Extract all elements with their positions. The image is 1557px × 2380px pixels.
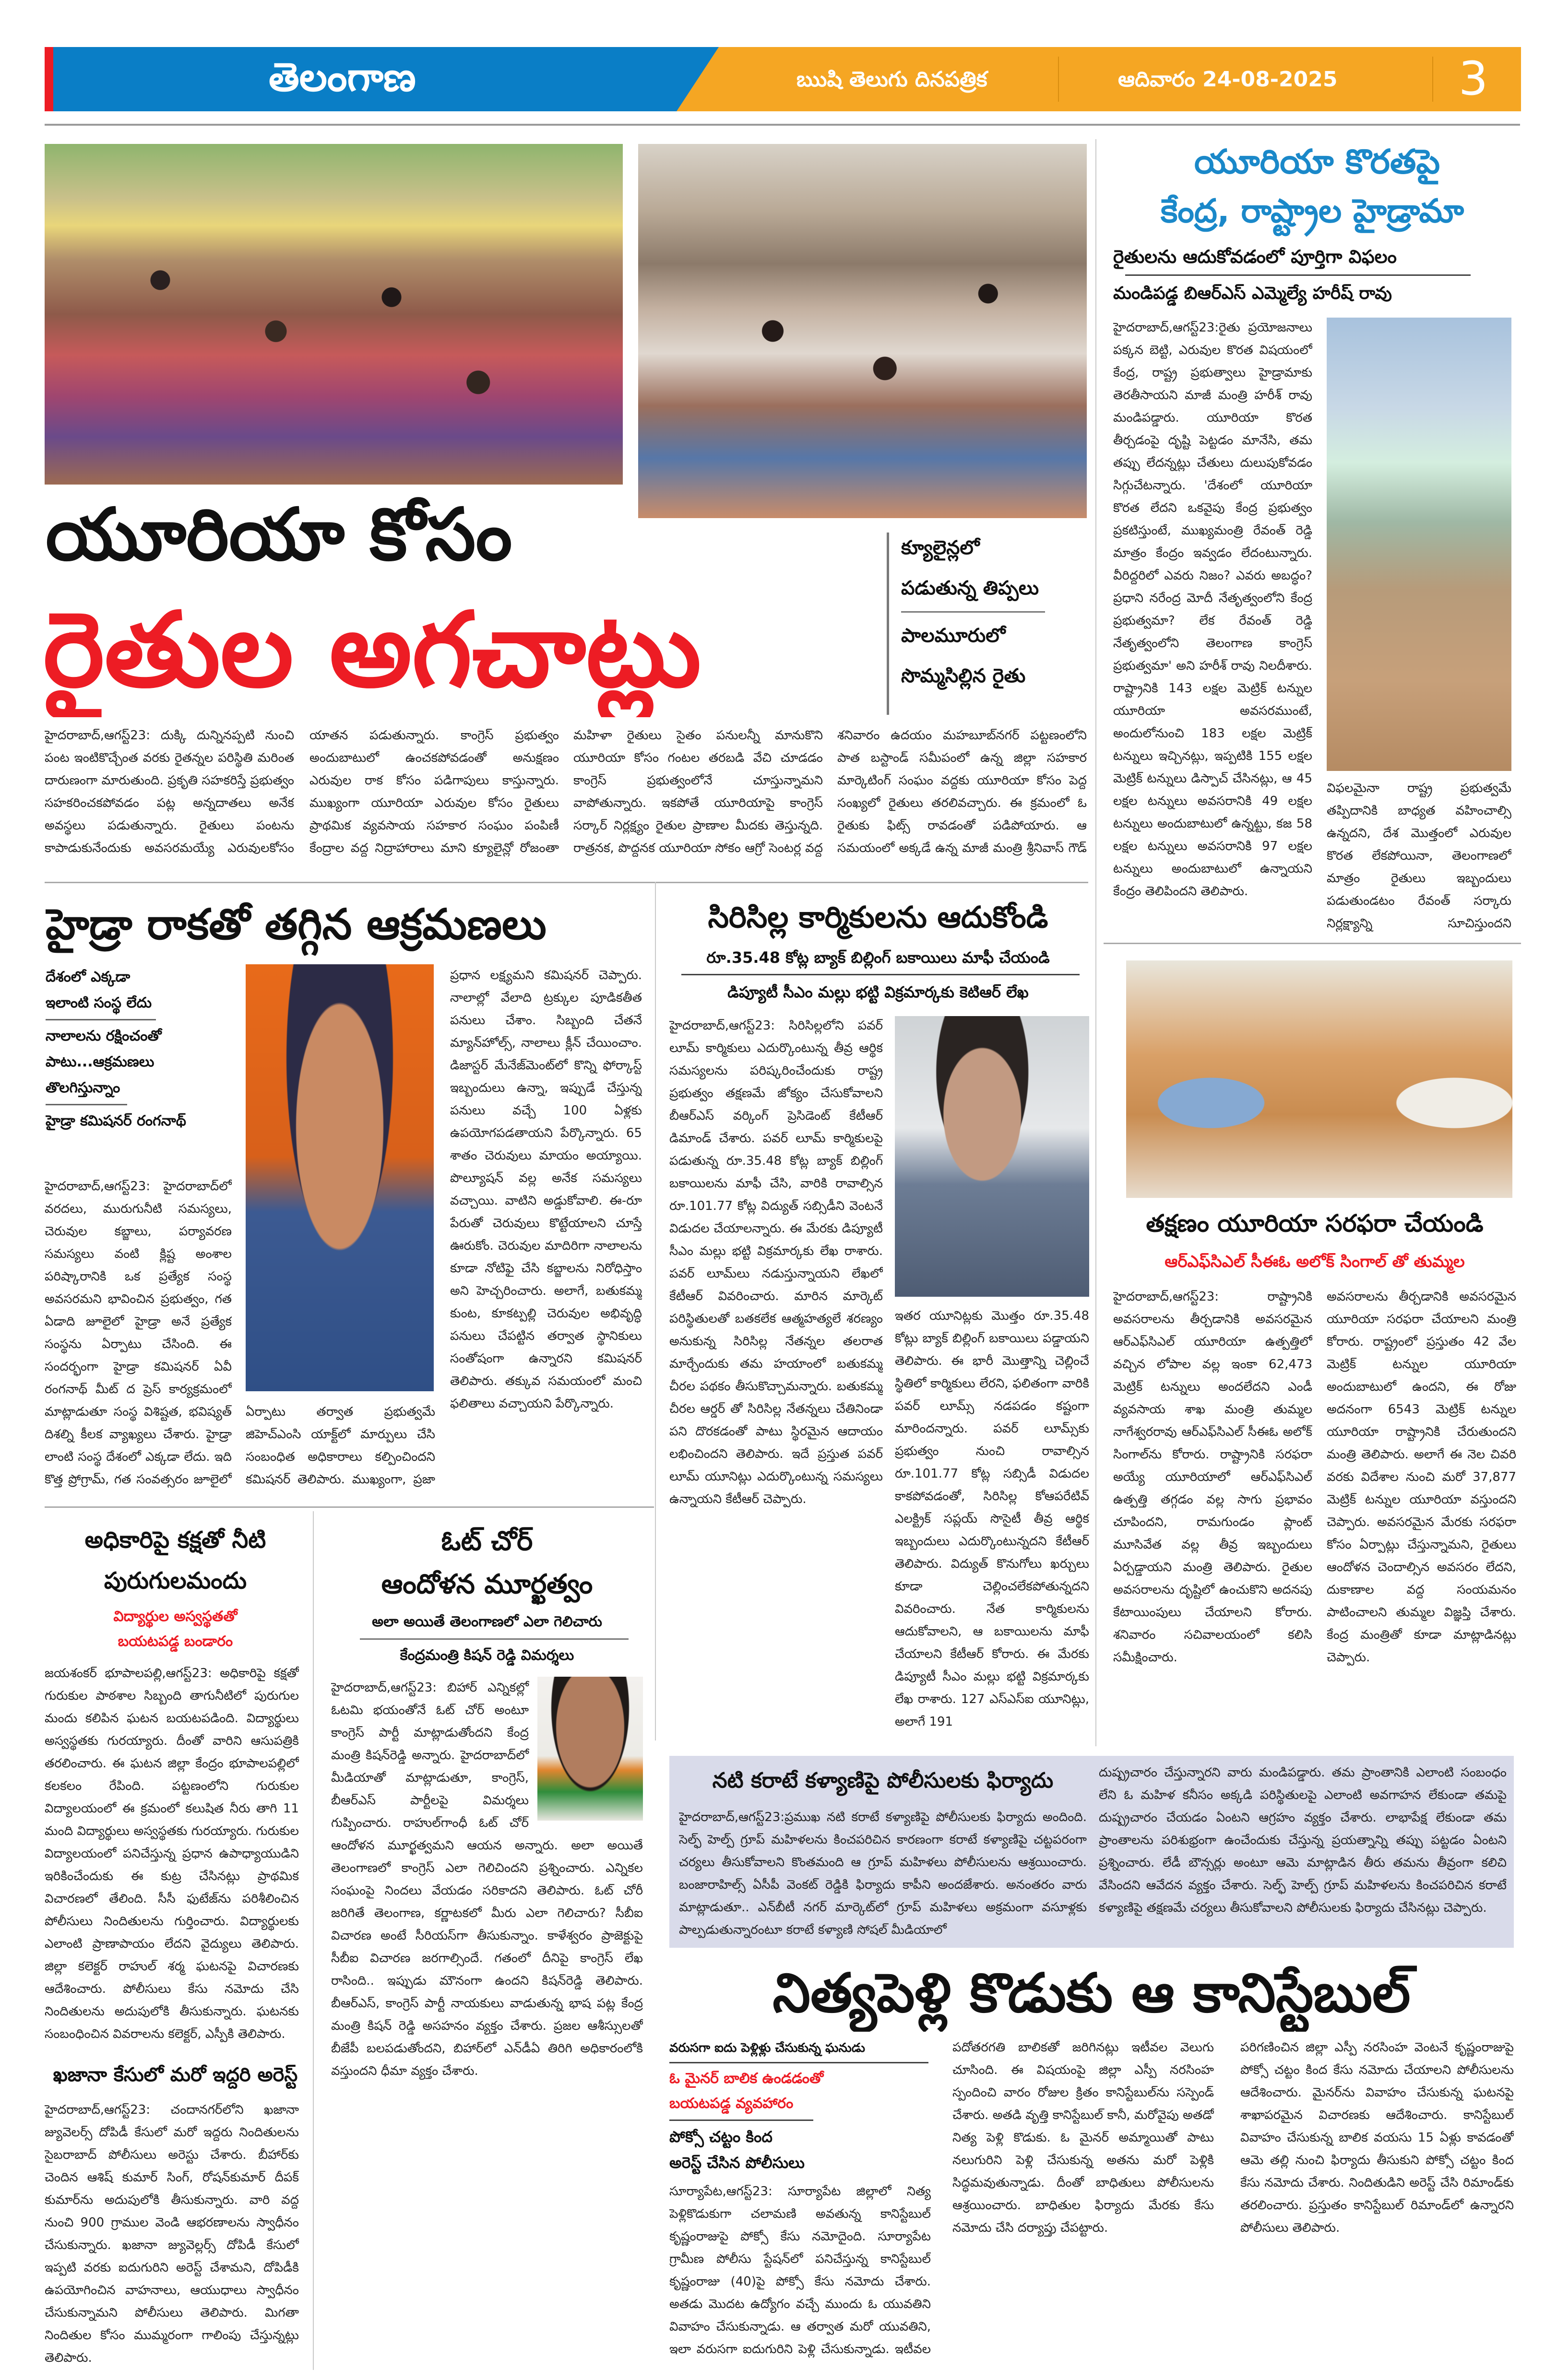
harish-subheadline-2: మండిపడ్డ బిఆర్ఎస్ ఎమ్మెల్యే హరీష్ రావు [1113, 284, 1392, 303]
sircilla-sub-divider [681, 974, 1080, 975]
kishan-reddy-portrait [537, 1677, 643, 1821]
teacher-red-sub-1: విద్యార్థుల అస్వస్థతతో [113, 1608, 238, 1625]
vote-chor-subheadline-2: కేంద్రమంత్రి కిషన్ రెడ్డి విమర్శలు [400, 1647, 574, 1664]
tummala-subheadline: ఆర్ఎఫ్‌సిఎల్ సీఈఓ అలోక్ సింగాల్ తో తుమ్మల [1165, 1252, 1465, 1271]
harish-sub-divider [1125, 274, 1471, 276]
masthead-divider [1432, 57, 1433, 102]
karate-body-col1: హైదరాబాద్,ఆగస్ట్23:ప్రముఖ నటి కరాటే కళ్యాణిపై పోలీసులకు ఫిర్యాదు అందింది. సెల్ఫ్ హెల్ప్ గ్రూప్ మహిళలను కించపరిచిన కారణంగా కరాటే కళ్యాణిపై చట్టపరంగా చర్యలు తీసుకోవాలని కొంతమంది ఆ గ్రూప్ మహిళలు పోలీసులను ఆశ్రయించారు. బంజారాహిల్స్ ఏసీపీ వెంకట్ రెడ్డికి ఫిర్యాదు కాపీని అందజేశారు. అనంతరం వారు మాట్లాడుతూ.. ఎన్‌బీటీ నగర్ మార్కెట్‌లో గ్రూప్ మహిళలు అక్రమంగా వసూళ్లకు పాల్పడుతున్నారంటూ కరాటే కళ్యాణి సోషల్ మీడియాలో [679, 1810, 1087, 1937]
constable-body-col1: సూర్యాపేట,ఆగస్ట్23: సూర్యాపేట జిల్లాలో నిత్య పెళ్లికొడుకుగా చలామణి అవతున్న కానిస్టేబుల్ కృష్ణంరాజుపై పోక్సో కేసు నమోదైంది. సూర్యాపేట గ్రామీణ పోలీసు స్టేషన్‌లో పనిచేస్తున్న కానిస్టేబుల్ కృష్ణంరాజు (40)పై పోక్సో కేసు నమోదు చేశారు. అతడు మొదట ఉద్యోగం వచ్చే ముందు ఓ యువతిని వివాహం చేసుకున్నాడు. ఆ తర్వాత మరో యువతిని, ఇలా వరుసగా ఐదుగురిని పెళ్లి చేసుకున్నాడు. ఇటీవల [669, 2184, 931, 2356]
constable-headline: నిత్యపెళ్లి కొడుకు ఆ కానిస్టేబుల్ [773, 1962, 1411, 2025]
column-divider [655, 882, 656, 1741]
section-divider [45, 1506, 654, 1508]
khajana-headline: ఖజానా కేసులో మరో ఇద్దరి అరెస్ట్ [53, 2064, 298, 2086]
constable-body-col2: పదోతరగతి బాలికతో జరిగినట్లు ఇటీవల వెలుగు చూసింది. ఈ విషయంపై జిల్లా ఎస్పీ నరసింహ స్పందించి వారం రోజుల క్రితం కానిస్టేబుల్‌ను సస్పెండ్ చేశారు. అతడి వృత్తి కానిస్టేబుల్ కానీ, మరోవైపు అతడో నిత్య పెళ్లి కొడుకు. ఓ మైనర్ అమ్మాయితో పాటు నలుగురిని పెళ్లి చేసుకున్న అతను మరో పెళ్లికి సిద్ధమవుతున్నాడు. దీంతో బాధితులు పోలీసులను ఆశ్రయించారు. బాధితుల ఫిర్యాదు మేరకు కేసు నమోదు చేసి దర్యాప్తు చేపట్టారు. [952, 2040, 1214, 2235]
constable-sub-divider [669, 2062, 928, 2063]
column-divider [313, 1511, 314, 2370]
masthead-red-edge [45, 47, 53, 111]
hydra-sub-line: నాలాలను రక్షించంతో [46, 1028, 162, 1044]
vote-chor-body-text: హైదరాబాద్,ఆగస్ట్23: బిహార్ ఎన్నికల్లో ఓటమి భయంతోనే ఓట్ చోర్ అంటూ కాంగ్రెస్ పార్టీ మాట్లాడుతోందని కేంద్ర మంత్రి కిషన్‌రెడ్డి అన్నారు. హైదరాబాద్‌లో మీడియాతో మాట్లాడుతూ, కాంగ్రెస్, బీఆర్ఎస్ పార్టీలపై విమర్శలు గుప్పించారు. రాహుల్‌గాంధీ ఓట్ చోర్ ఆందోళన మూర్ఖత్వమని ఆయన అన్నారు. అలా అయితే తెలంగాణలో కాంగ్రెస్ ఎలా గెలిచిందని ప్రశ్నించారు. ఎన్నికల సంఘంపై నిందలు వేయడం సరికాదని తెలిపారు. ఓట్ చోరీ జరిగితే తెలంగాణ, కర్ణాటకలో మీరు ఎలా గెలిచారు? సీబీఐ విచారణ అంటే సీరియస్‌గా తీసుకున్నాం. కాళేశ్వరం ప్రాజెక్టుపై సీబీఐ విచారణ జరగాల్సిందే. గతంలో దీనిపై కాంగ్రెస్ లేఖ రాసింది.. ఇప్పుడు మౌనంగా ఉందని కిషన్‌రెడ్డి తెలిపారు. బీఆర్ఎస్, కాంగ్రెస్ పార్టీ నాయకులు వాడుతున్న భాష పట్ల కేంద్ర మంత్రి కిషన్ రెడ్డి అసహనం వ్యక్తం చేశారు. ప్రజల ఆశీస్సులతో బీజేపీ బలపడుతోందని, బిహార్‌లో ఎన్‌డీఏ తిరిగి అధికారంలోకి వస్తుందని ధీమా వ్యక్తం చేశారు. [331, 1681, 643, 2078]
hydra-sub-line: హైడ్రా కమిషనర్ రంగనాథ్ [46, 1113, 186, 1129]
hydra-sub-line: దేశంలో ఎక్కడా [46, 969, 131, 985]
harish-headline-line2: కేంద్ర, రాష్ట్రాల హైడ్రామా [1160, 192, 1464, 230]
vote-chor-sub-divider [360, 1638, 629, 1640]
teacher-red-sub-2: బయటపడ్డ బండారం [118, 1633, 233, 1650]
hydra-sub-divider [46, 1104, 127, 1105]
page-number: 3 [1459, 52, 1488, 106]
lead-photo-crowd-left [45, 144, 623, 485]
karate-headline: నటి కరాటే కళ్యాణిపై పోలీసులకు ఫిర్యాదు [712, 1768, 1054, 1793]
lead-body-col4: శనివారం ఉదయం మహబూబ్‌నగర్ పట్టణంలోని పాత బస్టాండ్ సమీపంలో ఉన్న జిల్లా సహకార మార్కెటింగ్ సంఘం వద్దకు యూరియా కోసం పెద్ద సంఖ్యలో రైతులు తరలివచ్చారు. ఈ క్రమంలో ఓ రైతుకు ఫిట్స్ రావడంతో పడిపోయారు. ఆ సమయంలో అక్కడే ఉన్న మాజీ మంత్రి శ్రీనివాస్ గౌడ్ [837, 728, 1087, 855]
section-divider [45, 882, 1088, 883]
karate-body-col2: దుష్ప్రచారం చేస్తున్నారని వారు మండిపడ్డారు. తమ ప్రాంతానికి ఎలాంటి సంబంధం లేని ఓ మహిళ కనీసం అక్కడి పరిస్థితులపై ఎలాంటి అవగాహన లేకుండా తమపై దుష్ప్రచారం చేయడం ఏంటని ఆగ్రహం వ్యక్తం చేశారు. లాభాపేక్ష లేకుండా తమ ప్రాంతాలను పరిశుభ్రంగా ఉంచేందుకు చేస్తున్న ప్రయత్నాన్ని తప్పు పట్టడం ఏంటని ప్రశ్నించారు. లేడీ బౌన్సర్లు అంటూ ఆమె మాట్లాడిన తీరు తమను తీవ్రంగా కలిచి వేసిందని ఆవేదన వ్యక్తం చేశారు. సెల్ఫ్ హెల్ప్ గ్రూప్ మహిళలను కించపరిచిన కరాటే కళ్యాణిపై తక్షణమే చర్యలు తీసుకోవాలని పోలీసులకు ఫిర్యాదు చేసినట్లు చెప్పారు. [1099, 1765, 1507, 1915]
section-divider [1104, 943, 1521, 944]
tummala-meeting-photo [1126, 960, 1512, 1198]
issue-date: ఆదివారం 24-08-2025 [1118, 67, 1338, 92]
lead-body-col3: మహిళా రైతులు సైతం పనులన్నీ మానుకొని యూరియా కోసం గంటల తరబడి వేచి చూడడం కాంగ్రెస్ ప్రభుత్వంలోనే చూస్తున్నామని వాపోతున్నారు. ఇకపోతే యూరియాపై కాంగ్రెస్ సర్కార్ నిర్లక్ష్యం రైతుల ప్రాణాల మీదకు తెస్తున్నది. రాత్రనక, పొద్దనక యూరియా సోకం ఆగ్రో సెంటర్ల వద్ద [573, 728, 823, 855]
constable-sub-divider [669, 2120, 813, 2121]
constable-red-sub-1: ఓ మైనర్ బాలిక ఉండడంతో [669, 2070, 824, 2087]
lead-photo-crowd-right [638, 144, 1087, 518]
harish-photo-queue [1327, 318, 1511, 771]
hydra-body-col1: హైదరాబాద్,ఆగస్ట్23: హైదరాబాద్‌లో వరదలు, మురుగునీటి సమస్యలు, చెరువుల కబ్జాలు, పర్యావరణ సమస్యలు వంటి క్లిష్ట అంశాల పరిష్కారానికి ఒక ప్రత్యేక సంస్థ అవసరమని భావించిన ప్రభుత్వం, గత ఏడాది జూలైలో హైడ్రా అనే ప్రత్యేక సంస్థను ఏర్పాటు చేసింది. ఈ సందర్భంగా హైడ్రా కమిషనర్ ఏవీ రంగనాథ్ మీట్ ద ప్రెస్ కార్యక్రమంలో మాట్లాడుతూ సంస్థ విశిష్టత, భవిష్యత్ దిశల్ని కీలక వ్యాఖ్యలు చేశారు. హైడ్రా లాంటి సంస్థ దేశంలో ఎక్కడా లేదు. ఇది కొత్త ప్రోగ్రామ్, గత సంవత్సరం జూలైలో [45, 1179, 232, 1487]
masthead-divider [1058, 57, 1059, 102]
sircilla-body-col1: హైదరాబాద్,ఆగస్ట్23: సిరిసిల్లలోని పవర్ లూమ్ కార్మికులు ఎదుర్కొంటున్న తీవ్ర ఆర్థిక సమస్యలను పరిష్కరించేందుకు రాష్ట్ర ప్రభుత్వం తక్షణమే జోక్యం చేసుకోవాలని బీఆర్ఎస్ వర్కింగ్ ప్రెసిడెంట్ కేటీఆర్ డిమాండ్ చేశారు. పవర్ లూమ్ కార్మికులపై పడుతున్న రూ.35.48 కోట్ల బ్యాక్ బిల్లింగ్ బకాయిలను మాఫీ చేసి, వారికి రావాల్సిన రూ.101.77 కోట్ల విద్యుత్ సబ్సిడీని వెంటనే విడుదల చేయాలన్నారు. ఈ మేరకు డిప్యూటీ సీఎం మల్లు భట్టి విక్రమార్కకు లేఖ రాశారు. పవర్ లూమ్‌లు నడుస్తున్నాయని లేఖలో కేటీఆర్ వివరించారు. మారిన మార్కెట్ పరిస్థితులతో బతకలేక ఆత్మహత్యలే శరణ్యం అనుకున్న సిరిసిల్ల నేతన్నల తలరాత మార్చేందుకు తమ హయాంలో బతుకమ్మ చీరల పథకం తీసుకొచ్చామన్నారు. బతుకమ్మ చీరల ఆర్డర్ తో సిరిసిల్ల నేతన్నలు చేతినిండా పని దొరకడంతో పాటు స్థిరమైన ఆదాయం లభించిందని తెలిపారు. ఇదే ప్రస్తుత పవర్ లూమ్ యూనిట్లు ఎదుర్కొంటున్న సమస్యలు ఉన్నాయని కేటీఆర్ చెప్పారు. [669, 1018, 883, 1506]
hydra-headline: హైడ్రా రాకతో తగ్గిన ఆక్రమణలు [46, 900, 547, 949]
harish-headline-line1: యూరియా కొరతపై [1194, 142, 1440, 181]
hydra-sub-line: పాటు...ఆక్రమణలు [46, 1054, 155, 1070]
lead-sidebar-line: పాలమూరులో [901, 625, 1006, 647]
lead-sidebar-rule [887, 533, 889, 715]
vote-chor-subheadline-1: అలా అయితే తెలంగాణలో ఎలా గెలిచారు [372, 1613, 602, 1630]
tummala-body-col1: హైదరాబాద్,ఆగస్ట్23: రాష్ట్రానికి అవసరాలను తీర్చడానికి అవసరమైన ఆర్ఎఫ్‌సిఎల్ యూరియా ఉత్పత్తిలో వచ్చిన లోపాల వల్ల ఇంకా 62,473 మెట్రిక్ టన్నులు అందలేదని ఎండీ వ్యవసాయ శాఖ మంత్రి తుమ్మల నాగేశ్వరరావు ఆర్ఎఫ్‌సిఎల్ సీఈఓ అలోక్ సింగాల్‌ను కోరారు. రాష్ట్రానికి సరఫరా అయ్యే యూరియాలో ఆర్ఎఫ్‌సిఎల్ ఉత్పత్తి తగ్గడం వల్ల సాగు ప్రభావం చూపిందని, రామగుండం ప్లాంట్ మూసివేత వల్ల తీవ్ర ఇబ్బందులు ఏర్పడ్డాయని మంత్రి తెలిపారు. రైతుల అవసరాలను దృష్టిలో ఉంచుకొని అదనపు కేటాయింపులు చేయాలని కోరారు. శనివారం సచివాలయంలో కలిసి సమీక్షించారు. [1113, 1290, 1312, 1665]
constable-body-col3: పరిగణించిన జిల్లా ఎస్పీ నరసింహ వెంటనే కృష్ణంరాజుపై పోక్సో చట్టం కింద కేసు నమోదు చేయాలని పోలీసులను ఆదేశించారు. మైనర్‌ను వివాహం చేసుకున్న ఘటనపై శాఖాపరమైన విచారణకు ఆదేశించారు. కానిస్టేబుల్ వివాహం చేసుకున్న బాలిక వయసు 15 ఏళ్లు కావడంతో ఆమె తల్లి నుంచి ఫిర్యాదు తీసుకుని పోక్సో చట్టం కింద కేసు నమోదు చేశారు. నిందితుడిని అరెస్ట్ చేసి రిమాండ్‌కు తరలించారు. ప్రస్తుతం కానిస్టేబుల్ రిమాండ్‌లో ఉన్నారని పోలీసులు తెలిపారు. [1240, 2040, 1514, 2235]
harish-body-col2: విఫలమైనా రాష్ట్ర ప్రభుత్వమే తప్పిదానికి బాధ్యత వహించాల్సి ఉన్నదని, దేశ మొత్తంలో ఎరువుల కొరత లేకపోయినా, తెలంగాణలో మాత్రం రైతులు ఇబ్బందులు పడుతుండటం రేవంత్ సర్కారు నిర్లక్ష్యాన్ని సూచిస్తుందని [1327, 781, 1511, 931]
hydra-sub-line: తొలగిస్తున్నాం [46, 1079, 120, 1096]
teacher-headline-line1: అధికారిపై కక్షతో నీటి [84, 1527, 266, 1553]
lead-sidebar-text [901, 528, 1086, 696]
sircilla-body-col2: ఇతర యూనిట్లకు మొత్తం రూ.35.48 కోట్లు బ్యాక్ బిల్లింగ్ బకాయిలు పడ్డాయని తెలిపారు. ఈ భారీ మొత్తాన్ని చెల్లించే స్థితిలో కార్మికులు లేరని, ఫలితంగా వారికి పవర్ లూమ్స్ నడపడం కష్టంగా మారిందన్నారు. పవర్ లూమ్స్‌కు ప్రభుత్వం నుంచి రావాల్సిన రూ.101.77 కోట్ల సబ్సిడీ విడుదల కాకపోవడంతో, సిరిసిల్ల కోఆపరేటివ్ ఎలక్ట్రిక్ సప్లయ్ సొసైటీ తీవ్ర ఆర్థిక ఇబ్బందులు ఎదుర్కొంటున్నదని కేటీఆర్ తెలిపారు. విద్యుత్ కొనుగోలు ఖర్చులు కూడా చెల్లించలేకపోతున్నదని వివరించారు. నేత కార్మికులను ఆదుకోవాలని, ఆ బకాయిలను మాఫీ చేయాలని కేటీఆర్ కోరారు. ఈ మేరకు డిప్యూటీ సీఎం మల్లు భట్టి విక్రమార్కకు లేఖ రాశారు. 127 ఎస్ఎస్ఐ యూనిట్లు, అలాగే 191 [895, 1309, 1089, 1729]
lead-body-col1: హైదరాబాద్,ఆగస్ట్23: దుక్కి దున్నినప్పటి నుంచి పంట ఇంటికొచ్చేంత వరకు రైతన్నల పరిస్థితి మరింత దారుణంగా మారుతుంది. ప్రకృతి సహకరిస్తే ప్రభుత్వం సహకరించకపోవడం పట్ల అన్నదాతలు అనేక అవస్థలు పడుతున్నారు. రైతులు పంటను కాపాడుకునేందుకు అవసరమయ్యే ఎరువులకోసం [45, 728, 294, 855]
hydra-sub-divider [46, 1019, 156, 1020]
sircilla-headline: సిరిసిల్ల కార్మికులను ఆదుకోండి [708, 900, 1048, 935]
harish-body-col1: హైదరాబాద్,ఆగస్ట్23:రైతు ప్రయోజనాలు పక్కన బెట్టి, ఎరువుల కొరత విషయంలో కేంద్ర, రాష్ట్ర ప్రభుత్వాలు హైడ్రామాకు తెరతీసాయని మాజీ మంత్రి హరీశ్ రావు మండిపడ్డారు. యూరియా కొరత తీర్చడంపై దృష్టి పెట్టడం మానేసి, తమ తప్పు లేదన్నట్లు చేతులు దులుపుకోవడం సిగ్గుచేటన్నారు. 'దేశంలో యూరియా కొరత లేదని ఒకవైపు కేంద్ర ప్రభుత్వం ప్రకటిస్తుంటే, ముఖ్యమంత్రి రేవంత్ రెడ్డి మాత్రం కేంద్రం ఇవ్వడం లేదంటున్నారు. వీరిద్దరిలో ఎవరు నిజం? ఎవరు అబద్ధం? ప్రధాని నరేంద్ర మోదీ నేతృత్వంలోని కేంద్ర ప్రభుత్వమా? లేక రేవంత్ రెడ్డి నేతృత్వంలోని తెలంగాణ కాంగ్రెస్ ప్రభుత్వమా' అని హరీశ్ రావు నిలదీశారు. రాష్ట్రానికి 143 లక్షల మెట్రిక్ టన్నుల యూరియా అవసరముంటే, అందులోనుంచి 183 లక్షల మెట్రిక్ టన్నులు ఇచ్చినట్లు, ఇప్పటికి 155 లక్షల మెట్రిక్ టన్నులు డిస్పాచ్ చేసినట్లు, ఆ 45 లక్షల టన్నులు అవసరానికి 49 లక్షల టన్నులు అందుబాటులో ఉన్నట్టు, కజ 58 లక్షల టన్నులు అవసరానికి 97 లక్షల టన్నులు అందుబాటులో ఉన్నాయని కేంద్రం తెలిపిందని తెలిపారు. [1113, 320, 1312, 899]
sircilla-subheadline-1: రూ.35.48 కోట్ల బ్యాక్ బిల్లింగ్ బకాయిలు మాఫీ చేయండి [706, 948, 1050, 967]
paper-name: ఋషి తెలుగు దినపత్రిక [796, 67, 987, 92]
constable-subheadline-2b: అరెస్ట్ చేసిన పోలీసులు [669, 2154, 805, 2172]
lead-body-col2: యాతన పడుతున్నారు. కాంగ్రెస్ ప్రభుత్వం అందుబాటులో ఉంచకపోవడంతో అనుక్షణం ఎరువుల రాక కోసం పడిగాపులు కాస్తున్నారు. ముఖ్యంగా యూరియా ఎరువుల కోసం రైతులు ప్రాథమిక వ్యవసాయ సహకార సంఘం పంపిణీ కేంద్రాల వద్ద నిద్రాహారాలు మాని క్యూలైన్లో రోజంతా [309, 728, 559, 855]
hydra-subheads [46, 964, 238, 1134]
vote-chor-body [331, 1677, 643, 2353]
lead-headline-line2: రైతుల అగచాట్లు [43, 590, 701, 710]
constable-subheadline-1: వరుసగా ఐదు పెళ్లిళ్లు చేసుకున్న ఘనుడు [669, 2041, 866, 2055]
masthead-rule [45, 124, 1520, 126]
ktr-portrait [895, 1016, 1089, 1297]
lead-sidebar-line: పడుతున్న తిప్పలు [901, 577, 1039, 599]
lead-sidebar-line: సొమ్మసిల్లిన రైతు [901, 665, 1026, 687]
hydra-sub-line: ఇలాంటి సంస్థ లేదు [46, 995, 152, 1011]
tummala-headline: తక్షణం యూరియా సరఫరా చేయండి [1146, 1209, 1484, 1237]
constable-subheadline-2a: పోక్సో చట్టం కింద [669, 2128, 773, 2146]
vote-chor-headline-line2: ఆందోళన మూర్ఖత్వం [381, 1569, 593, 1600]
vote-chor-headline-line1: ఓట్ చోర్ [441, 1526, 533, 1557]
hydra-body-col2: ఏర్పాటు తర్వాత ప్రభుత్వమే జిహెచ్ఎంసి యాక్ట్‌లో మార్పులు చేసి సంబంధిత అధికారాలు కల్పించిందని కమిషనర్ తెలిపారు. ముఖ్యంగా, ప్రజా [246, 1405, 435, 1487]
ranganath-portrait [246, 964, 434, 1391]
khajana-body: హైదరాబాద్,ఆగస్ట్23: చందానగర్‌లోని ఖజానా జ్యువెలర్స్ దోపిడీ కేసులో మరో ఇద్దరు నిందితులను సైబరాబాద్ పోలీసులు అరెస్టు చేశారు. బీహార్‌కు చెందిన ఆశిష్ కుమార్ సింగ్, రోషన్‌కుమార్ దీపక్ కుమార్‌ను అదుపులోకి తీసుకున్నారు. వారి వద్ద నుంచి 900 గ్రాముల వెండి ఆభరణాలను స్వాధీనం చేసుకున్నారు. ఖజానా జ్యువెల్లర్స్ దోపిడీ కేసులో ఇప్పటి వరకు ఐదుగురిని అరెస్ట్ చేశామని, దోపిడీకి ఉపయోగించిన వాహనాలు, ఆయుధాలు స్వాధీనం చేసుకున్నామని పోలీసులు తెలిపారు. మిగతా నిందితుల కోసం ముమ్మరంగా గాలింపు చేస్తున్నట్లు తెలిపారు. [45, 2103, 299, 2365]
sircilla-subheadline-2: డిప్యూటీ సీఎం మల్లు భట్టి విక్రమార్కకు కెటిఆర్ లేఖ [727, 983, 1029, 1001]
teacher-headline-line2: పురుగులమందు [104, 1567, 247, 1594]
section-title: తెలంగాణ [269, 55, 416, 100]
teacher-body: జయశంకర్ భూపాలపల్లి,ఆగస్ట్23: అధికారిపై కక్షతో గురుకుల పాఠశాల సిబ్బంది తాగునీటిలో పురుగుల మందు కలిపిన ఘటన బయటపడింది. విద్యార్థులు అస్వస్థతకు గురయ్యారు. దీంతో వారిని ఆసుపత్రికి తరలించారు. ఈ ఘటన జిల్లా కేంద్రం భూపాలపల్లిలో కలకలం రేపింది. పట్టణంలోని గురుకుల విద్యాలయంలో ఈ క్రమంలో కలుషిత నీరు తాగి 11 మంది విద్యార్థులు అస్వస్థతకు గురయ్యారు. గురుకుల విద్యాలయంలో పనిచేస్తున్న ప్రధాన ఉపాధ్యాయుడిని ఇరికించేందుకు ఈ కుట్ర చేసినట్లు ప్రాథమిక విచారణలో తేలింది. సీసీ ఫుటేజ్‌ను పరిశీలించిన పోలీసులు నిందితులను గుర్తించారు. విద్యార్థులకు ఎలాంటి ప్రాణాపాయం లేదని వైద్యులు తెలిపారు. జిల్లా కలెక్టర్ రాహుల్ శర్మ ఘటనపై విచారణకు ఆదేశించారు. పోలీసులు కేసు నమోదు చేసి నిందితులను అదుపులోకి తీసుకున్నారు. ఘటనకు సంబంధించిన వివరాలను కలెక్టర్, ఎస్పీకి తెలిపారు. [45, 1666, 299, 2041]
lead-sidebar-line: క్యూలైన్లలో [901, 537, 980, 559]
constable-red-sub-2: బయటపడ్డ వ్యవహారం [669, 2095, 794, 2112]
tummala-body-col2: అవసరాలను తీర్చడానికి అవసరమైన యూరియా సరఫరా చేయాలని మంత్రి కోరారు. రాష్ట్రంలో ప్రస్తుతం 42 వేల మెట్రిక్ టన్నుల యూరియా అందుబాటులో ఉందని, ఈ రోజు అదనంగా 6543 మెట్రిక్ టన్నుల యూరియా రాష్ట్రానికి చేరుతుందని మంత్రి తెలిపారు. అలాగే ఈ నెల చివరి వరకు విదేశాల నుంచి మరో 37,877 మెట్రిక్ టన్నుల యూరియా వస్తుందని చెప్పారు. అవసరమైన మేరకు సరఫరా కోసం ఏర్పాట్లు చేస్తున్నామని, రైతులు ఆందోళన చెందాల్సిన అవసరం లేదని, దుకాణాల వద్ద సంయమనం పాటించాలని తుమ్మల విజ్ఞప్తి చేశారు. కేంద్ర మంత్రితో కూడా మాట్లాడినట్లు చెప్పారు. [1327, 1290, 1516, 1665]
hydra-body-col3: ప్రధాన లక్ష్యమని కమిషనర్ చెప్పారు. నాలాల్లో వేలాది ట్రక్కుల పూడికతీత పనులు చేశాం. సిబ్బంది చేతనే మ్యాన్‌హోల్స్, నాలాలు క్లీన్ చేయించాం. డిజాస్టర్ మేనేజ్‌మెంట్‌లో కొన్ని ఫోర్కాస్ట్ ఇబ్బందులు ఉన్నా, ఇప్పుడే చేస్తున్న పనులు వచ్చే 100 ఏళ్లకు ఉపయోగపడతాయని పేర్కొన్నారు. 65 శాతం చెరువులు మాయం అయ్యాయి. పొల్యూషన్ వల్ల అనేక సమస్యలు వచ్చాయి. వాటిని అడ్డుకోవాలి. ఈ-రూ పేరుతో చెరువులు కొట్టేయాలని చూస్తే ఊరుకోం. చెరువుల మాదిరిగా నాలాలను కూడా నోటిఫై చేసి కబ్జాలను నిరోధిస్తాం అని హెచ్చరించారు. అలాగే, బతుకమ్మ కుంట, కూకట్పల్లి చెరువుల అభివృద్ధి పనులు చేపట్టిన తర్వాత స్థానికులు సంతోషంగా ఉన్నారని కమిషనర్ తెలిపారు. తక్కువ సమయంలో మంచి ఫలితాలు వచ్చాయని పేర్కొన్నారు. [450, 968, 642, 1411]
harish-subheadline-1: రైతులను ఆదుకోవడంలో పూర్తిగా విఫలం [1113, 246, 1397, 267]
lead-sidebar-divider [901, 611, 1045, 613]
column-divider [1095, 139, 1096, 1746]
lead-headline-line1: యూరియా కోసం [46, 493, 512, 577]
